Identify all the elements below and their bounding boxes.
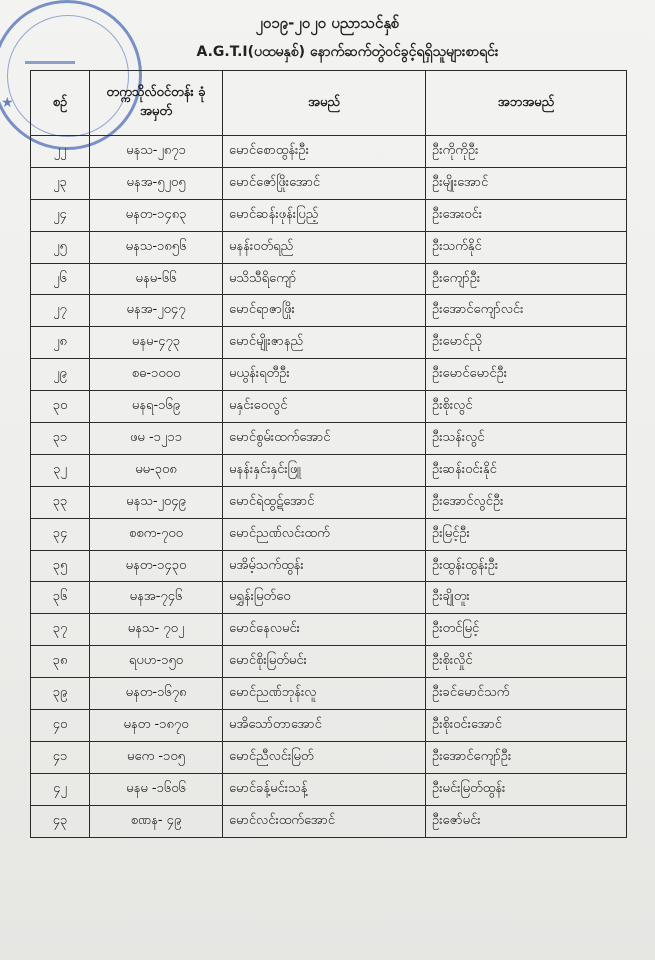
cell-name: မောင်စိုးမြတ်မင်း	[223, 646, 426, 678]
table-row	[31, 550, 627, 582]
table-row	[31, 423, 627, 455]
cell-father-name: ဦးအောင်ကျော်လင်း	[426, 295, 627, 327]
cell-no: ၂၂	[31, 136, 90, 168]
cell-father-name: ဦးစိုးလှိုင်	[426, 646, 627, 678]
table-row	[31, 518, 627, 550]
cell-father-name: ဦးမင်းမြတ်ထွန်း	[426, 773, 627, 805]
table-row	[31, 805, 627, 837]
cell-no: ၃၀	[31, 391, 90, 423]
cell-exam-roll: စစက-၇၀၀	[90, 518, 223, 550]
cell-exam-roll: မနမ-၄၇၃	[90, 327, 223, 359]
cell-no: ၂၄	[31, 199, 90, 231]
cell-exam-roll: မနတ-၁၆၇၈	[90, 678, 223, 710]
cell-exam-roll: မနအ-၅၂၀၅	[90, 167, 223, 199]
cell-father-name: ဦးအေးဝင်း	[426, 199, 627, 231]
cell-father-name: ဦးမောင်ညို	[426, 327, 627, 359]
header-name: အမည်	[223, 71, 426, 136]
cell-exam-roll: ဖမ -၁၂၁၁	[90, 423, 223, 455]
cell-name: မောင်ညဏ်ဘုန်းလူ	[223, 678, 426, 710]
cell-name: မနှင်းဝေလွင်	[223, 391, 426, 423]
table-body	[31, 136, 627, 838]
table-header-row	[31, 71, 627, 136]
cell-name: မသိသီရိကျော်	[223, 263, 426, 295]
cell-exam-roll: မနမ-၆၆	[90, 263, 223, 295]
cell-name: မောင်မျိုးဇာနည်	[223, 327, 426, 359]
table-row	[31, 136, 627, 168]
table-row	[31, 199, 627, 231]
cell-no: ၄၀	[31, 710, 90, 742]
cell-name: မအိသော်တာအောင်	[223, 710, 426, 742]
cell-father-name: ဦးချိုတူး	[426, 582, 627, 614]
cell-name: မနန်းဝတ်ရည်	[223, 231, 426, 263]
cell-no: ၄၂	[31, 773, 90, 805]
header-no: စဉ်	[31, 71, 90, 136]
cell-no: ၂၇	[31, 295, 90, 327]
cell-no: ၃၅	[31, 550, 90, 582]
table-row	[31, 710, 627, 742]
cell-father-name: ဦးကိုကိုဦး	[426, 136, 627, 168]
cell-father-name: ဦးတင်မြင့်	[426, 614, 627, 646]
table-row	[31, 391, 627, 423]
cell-no: ၃၈	[31, 646, 90, 678]
cell-name: မယွန်းရတီဦး	[223, 359, 426, 391]
cell-no: ၄၁	[31, 741, 90, 773]
cell-exam-roll: မနတ -၁၈၇၀	[90, 710, 223, 742]
table-row	[31, 263, 627, 295]
header-father-name: အဘအမည်	[426, 71, 627, 136]
cell-exam-roll: မနတ-၁၄၃၀	[90, 550, 223, 582]
document-subtitle: A.G.T.I(ပထမနှစ်) နောက်ဆက်တွဲဝင်ခွင့်ရရှိသူများစာရင်း	[196, 44, 499, 60]
cell-exam-roll: မနအ-၇၄၆	[90, 582, 223, 614]
cell-name: မောင်ရာဇာဖြိုး	[223, 295, 426, 327]
cell-name: မောင်စွမ်းထက်အောင်	[223, 423, 426, 455]
cell-no: ၃၇	[31, 614, 90, 646]
cell-name: မောင်ညဏ်လင်းထက်	[223, 518, 426, 550]
cell-father-name: ဦးသက်နိုင်	[426, 231, 627, 263]
cell-no: ၂၅	[31, 231, 90, 263]
cell-no: ၂၉	[31, 359, 90, 391]
cell-father-name: ဦးကျော်ဦး	[426, 263, 627, 295]
cell-father-name: ဦးသန်းလွင်	[426, 423, 627, 455]
cell-no: ၄၃	[31, 805, 90, 837]
cell-exam-roll: မနအ-၂၀၄၇	[90, 295, 223, 327]
cell-father-name: ဦးစိုးလွင်	[426, 391, 627, 423]
cell-exam-roll: စဓ-၁၀၀၀	[90, 359, 223, 391]
cell-name: မရွှန်းမြတ်ဝေ	[223, 582, 426, 614]
cell-no: ၃၁	[31, 423, 90, 455]
cell-exam-roll: မနသ-၁၈၅၆	[90, 231, 223, 263]
table-row	[31, 167, 627, 199]
table-row	[31, 359, 627, 391]
document-title: ၂၀၁၉-၂၀၂၀ ပညာသင်နှစ်	[255, 14, 400, 32]
cell-father-name: ဦးဆန်းဝင်းနိုင်	[426, 454, 627, 486]
cell-no: ၃၄	[31, 518, 90, 550]
cell-exam-roll: မနသ- ၇၀၂	[90, 614, 223, 646]
cell-father-name: ဦးမြင့်ဦး	[426, 518, 627, 550]
cell-father-name: ဦးစိုးဝင်းအောင်	[426, 710, 627, 742]
cell-name: မောင်စောထွန်းဦး	[223, 136, 426, 168]
cell-exam-roll: မနသ-၂၀၄၉	[90, 486, 223, 518]
table-row	[31, 582, 627, 614]
star-icon: ★	[1, 95, 14, 111]
table-row	[31, 773, 627, 805]
cell-father-name: ဦးဇော်မင်း	[426, 805, 627, 837]
cell-exam-roll: မနရ-၁၆၉	[90, 391, 223, 423]
cell-name: မောင်ညီလင်းမြတ်	[223, 741, 426, 773]
cell-no: ၂၈	[31, 327, 90, 359]
cell-exam-roll: မနတ-၁၄၈၃	[90, 199, 223, 231]
admission-list-table	[30, 70, 627, 838]
cell-father-name: ဦးမောင်မောင်ဦး	[426, 359, 627, 391]
cell-exam-roll: မနမ -၁၆၀၆	[90, 773, 223, 805]
cell-name: မောင်နေလမင်း	[223, 614, 426, 646]
cell-name: မောင်ရဲထွဋ်အောင်	[223, 486, 426, 518]
cell-name: မအိမ့်သက်ထွန်း	[223, 550, 426, 582]
cell-no: ၂၃	[31, 167, 90, 199]
table-row	[31, 614, 627, 646]
cell-no: ၃၆	[31, 582, 90, 614]
cell-father-name: ဦးမျိုးအောင်	[426, 167, 627, 199]
cell-no: ၃၂	[31, 454, 90, 486]
cell-father-name: ဦးထွန်းထွန်းဦး	[426, 550, 627, 582]
cell-exam-roll: မကေ -၁၀၅	[90, 741, 223, 773]
cell-father-name: ဦးခင်မောင်သက်	[426, 678, 627, 710]
header-exam-roll: တက္ကသိုလ်ဝင်တန်း ခုံအမှတ်	[90, 71, 223, 136]
table-row	[31, 741, 627, 773]
cell-exam-roll: ရပဟ-၁၅၀	[90, 646, 223, 678]
cell-name: မောင်လင်းထက်အောင်	[223, 805, 426, 837]
cell-no: ၃၃	[31, 486, 90, 518]
cell-name: မနန်းနှင်းနှင်းဖြူ	[223, 454, 426, 486]
table-row	[31, 646, 627, 678]
cell-father-name: ဦးအောင်လွင်ဦး	[426, 486, 627, 518]
cell-exam-roll: မမ-၃၀၈	[90, 454, 223, 486]
cell-no: ၂၆	[31, 263, 90, 295]
cell-exam-roll: စဏန- ၄၉	[90, 805, 223, 837]
cell-no: ၃၉	[31, 678, 90, 710]
table-row	[31, 231, 627, 263]
cell-father-name: ဦးအောင်ကျော်ဦး	[426, 741, 627, 773]
cell-name: မောင်ဆန်းဖုန်းပြည့်	[223, 199, 426, 231]
cell-exam-roll: မနသ-၂၈၇၁	[90, 136, 223, 168]
table-row	[31, 454, 627, 486]
cell-name: မောင်ခန့်မင်းသန့်	[223, 773, 426, 805]
table-row	[31, 327, 627, 359]
cell-name: မောင်ဇော်ဖြိုးအောင်	[223, 167, 426, 199]
table-row	[31, 295, 627, 327]
table-row	[31, 486, 627, 518]
table-row	[31, 678, 627, 710]
